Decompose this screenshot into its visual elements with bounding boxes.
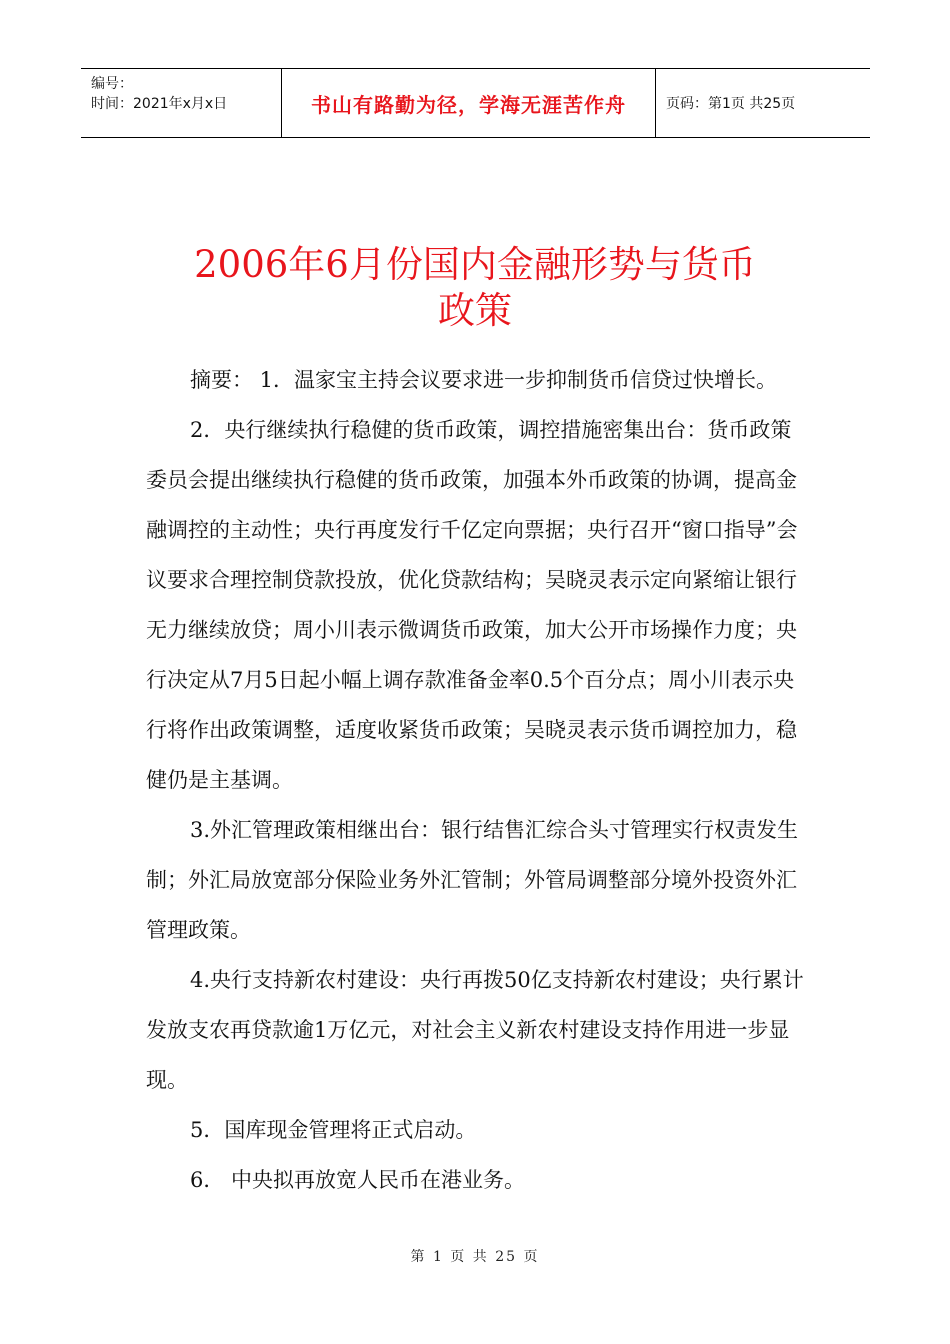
body-paragraph: 6． 中央拟再放宽人民币在港业务。 [190,1168,526,1192]
page-header [81,68,870,138]
body-paragraph: 5．国库现金管理将正式启动。 [190,1118,477,1142]
header-page-cell [656,69,870,137]
document-title-line-2: 政策 [438,289,512,332]
header-page-info: 页码：第1页 共25页 [666,96,796,112]
header-motto-cell [282,69,656,137]
document-title-line-1: 2006年6月份国内金融形势与货币 [194,243,756,286]
document-number-label: 编号： [91,76,133,92]
document-time-label: 时间：2021年x月x日 [91,96,228,112]
body-paragraph: 3.外汇管理政策相继出台：银行结售汇综合头寸管理实行权责发生制；外汇局放宽部分保险业务外汇管制；外管局调整部分境外投资外汇管理政策。 [146,818,799,942]
body-paragraph: 2．央行继续执行稳健的货币政策，调控措施密集出台：货币政策委员会提出继续执行稳健的货币政策，加强本外币政策的协调，提高金融调控的主动性；央行再度发行千亿定向票据；央行召开“窗口指导”会议要求合理控制贷款投放，优化贷款结构；吴晓灵表示定向紧缩让银行无力继续放贷；周小川表示微调货币政策，加大公开市场操作力度；央行决定从7月5日起小幅上调存款准备金率0.5个百分点；周小川表示央行将作出政策调整，适度收紧货币政策；吴晓灵表示货币调控加力，稳健仍是主基调。 [146,418,798,792]
motto-text: 书山有路勤为径，学海无涯苦作舟 [311,92,626,117]
document-body [146,355,806,1205]
header-meta-cell [81,69,282,137]
abstract-paragraph: 摘要： 1．温家宝主持会议要求进一步抑制货币信贷过快增长。 [190,368,778,392]
body-paragraph: 4.央行支持新农村建设：央行再拨50亿支持新农村建设；央行累计发放支农再贷款逾1万亿元，对社会主义新农村建设支持作用进一步显现。 [146,968,804,1092]
page-footer: 第 1 页 共 25 页 [410,1249,540,1265]
